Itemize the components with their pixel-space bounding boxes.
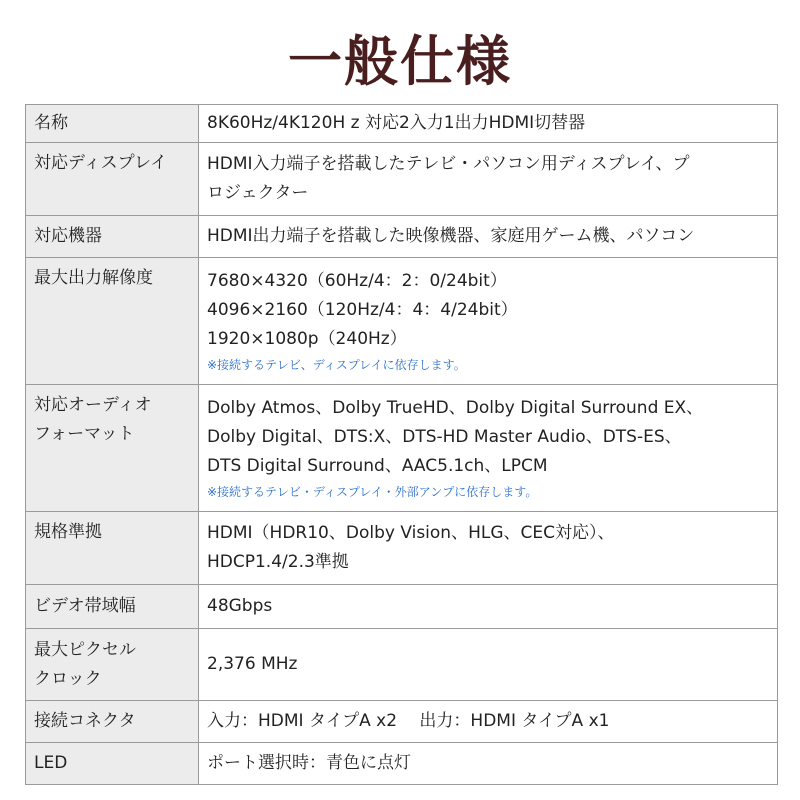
row-value-audio: [199, 385, 778, 512]
clock-label-line-2: クロック: [34, 668, 102, 689]
clock-label-line-1: 最大ピクセル: [34, 639, 136, 660]
row-value-display: [199, 143, 778, 216]
row-value-bandwidth: 48Gbps: [199, 585, 778, 629]
row-label-resolution: 最大出力解像度: [26, 258, 199, 385]
row-value-devices: HDMI出力端子を搭載した映像機器、家庭用ゲーム機、パソコン: [199, 216, 778, 258]
audio-line-1: Dolby Atmos、Dolby TrueHD、Dolby Digital Surround EX、: [207, 397, 704, 418]
row-label-bandwidth: ビデオ帯域幅: [26, 585, 199, 629]
display-line-1: HDMI入力端子を搭載したテレビ・パソコン用ディスプレイ、プ: [207, 154, 690, 174]
table-row: [26, 385, 778, 512]
row-label-audio: [26, 385, 199, 512]
resolution-line-3: 1920×1080p（240Hz）: [207, 328, 407, 349]
row-label-connector: 接続コネクタ: [26, 701, 199, 743]
table-row: [26, 143, 778, 216]
spec-table: [25, 104, 778, 785]
audio-label-line-2: フォーマット: [34, 424, 135, 444]
page-title: 一般仕様: [288, 30, 512, 93]
row-value-clock: 2,376 MHz: [199, 629, 778, 701]
table-row: [26, 585, 778, 629]
audio-label-line-1: 対応オーディオ: [34, 395, 152, 415]
row-value-led: ポート選択時：青色に点灯: [199, 743, 778, 785]
table-row: [26, 216, 778, 258]
row-label-clock: [26, 629, 199, 701]
table-row: [26, 105, 778, 143]
table-row: [26, 701, 778, 743]
resolution-line-2: 4096×2160（120Hz/4：4：4/24bit）: [207, 299, 518, 320]
row-label-standard: 規格準拠: [26, 512, 199, 585]
table-row: [26, 512, 778, 585]
resolution-note: ※接続するテレビ、ディスプレイに依存します。: [207, 357, 466, 372]
row-label-led: LED: [26, 743, 199, 785]
audio-line-2: Dolby Digital、DTS:X、DTS-HD Master Audio、DTS-ES、: [207, 426, 682, 447]
row-label-name: 名称: [26, 105, 199, 143]
row-value-name: 8K60Hz/4K120H z 対応2入力1出力HDMI切替器: [199, 105, 778, 143]
row-value-resolution: [199, 258, 778, 385]
row-label-display: 対応ディスプレイ: [26, 143, 199, 216]
row-value-connector: 入力：HDMI タイプA x2 出力：HDMI タイプA x1: [199, 701, 778, 743]
table-row: [26, 743, 778, 785]
resolution-line-1: 7680×4320（60Hz/4：2：0/24bit）: [207, 270, 507, 291]
row-value-standard: [199, 512, 778, 585]
display-line-2: ロジェクター: [207, 183, 309, 203]
audio-note: ※接続するテレビ・ディスプレイ・外部アンプに依存します。: [207, 484, 538, 499]
standard-line-2: HDCP1.4/2.3準拠: [207, 552, 349, 572]
table-row: [26, 258, 778, 385]
audio-line-3: DTS Digital Surround、AAC5.1ch、LPCM: [207, 455, 548, 476]
table-row: [26, 629, 778, 701]
row-label-devices: 対応機器: [26, 216, 199, 258]
standard-line-1: HDMI（HDR10、Dolby Vision、HLG、CEC対応）、: [207, 523, 615, 543]
